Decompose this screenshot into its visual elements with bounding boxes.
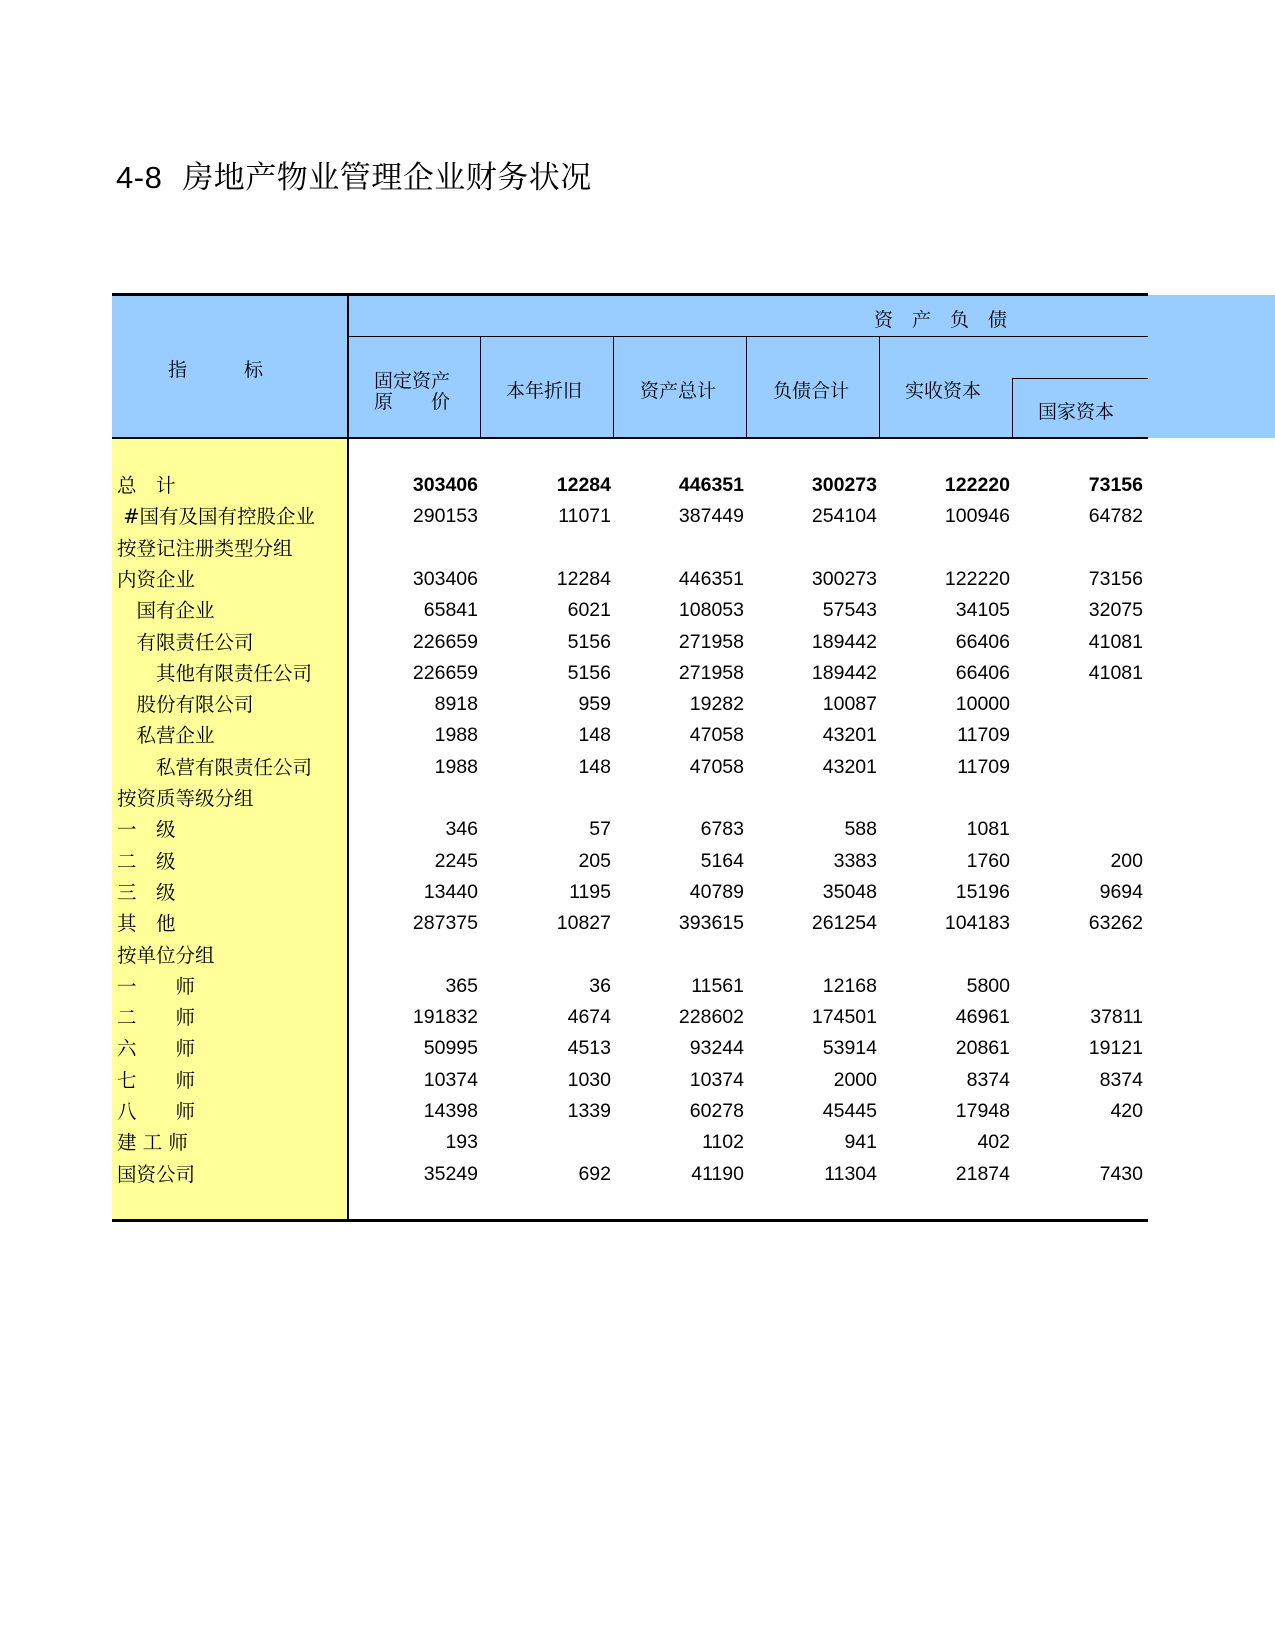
cell-value: 1760 (966, 849, 1010, 872)
table-row (112, 783, 1148, 814)
cell-value: 65841 (423, 599, 478, 622)
cell-value: 19282 (689, 693, 744, 716)
cell-value: 5164 (700, 849, 744, 872)
group-divider (348, 336, 1148, 337)
cell-value: 303406 (412, 567, 478, 590)
header-indicator: 指 标 (168, 359, 264, 381)
cell-value: 20861 (955, 1037, 1010, 1060)
cell-value: 5800 (966, 974, 1010, 997)
cell-value: 12168 (822, 974, 877, 997)
cell-value (491, 533, 611, 564)
cell-value: 189442 (811, 661, 877, 684)
cell-value: 21874 (955, 1162, 1010, 1185)
cell-value (1023, 940, 1143, 971)
cell-value: 446351 (678, 567, 744, 590)
cell-value: 57543 (822, 599, 877, 622)
row-label: 二 级 (117, 849, 176, 873)
cell-value: 1081 (966, 818, 1010, 841)
cell-value: 11709 (957, 724, 1010, 747)
cell-value: 228602 (678, 1006, 744, 1029)
cell-value: 17948 (955, 1100, 1010, 1122)
cell-value: 290153 (412, 505, 478, 528)
cell-value (1023, 752, 1143, 783)
cell-value (624, 940, 744, 971)
cell-value: 34105 (955, 599, 1010, 622)
cell-value: 6021 (567, 599, 611, 622)
table-row (112, 720, 1148, 751)
cell-value (1023, 1127, 1143, 1158)
row-label: #国有及国有控股企业 (117, 505, 316, 529)
cell-value: 57 (589, 818, 611, 841)
cell-value: 41190 (691, 1162, 744, 1185)
row-label: 其 他 (117, 912, 176, 936)
cell-value: 226659 (412, 661, 478, 684)
cell-value: 47058 (689, 724, 744, 747)
cell-value: 41081 (1088, 661, 1143, 684)
cell-value: 226659 (412, 630, 478, 653)
header-total-liabilities: 负债合计 (773, 380, 850, 402)
cell-value: 387449 (678, 505, 744, 528)
cell-value: 35048 (822, 880, 877, 903)
cell-value: 1988 (434, 755, 478, 778)
cell-value: 10000 (955, 693, 1010, 716)
cell-value (1023, 971, 1143, 1002)
table-row (112, 814, 1148, 845)
cell-value (890, 533, 1010, 564)
row-label: 一 级 (117, 818, 176, 842)
table-row (112, 627, 1148, 658)
row-label: 国有企业 (117, 599, 215, 623)
cell-value (358, 783, 478, 814)
table-row (112, 1096, 1148, 1127)
cell-value: 45445 (822, 1100, 877, 1122)
header-paid-in-capital: 实收资本 (905, 380, 982, 402)
cell-value: 1102 (702, 1131, 744, 1154)
cell-value: 692 (578, 1162, 611, 1185)
cell-value (491, 940, 611, 971)
cell-value: 174501 (811, 1006, 877, 1029)
cell-value: 8374 (966, 1068, 1010, 1091)
cell-value (757, 783, 877, 814)
subcol-divider (1013, 378, 1148, 379)
header-total-assets: 资产总计 (640, 380, 717, 402)
cell-value: 8918 (434, 693, 478, 716)
cell-value: 148 (578, 755, 611, 778)
cell-value: 11304 (824, 1162, 877, 1185)
row-label: 三 级 (117, 880, 176, 904)
row-label: 其他有限责任公司 (117, 661, 313, 685)
cell-value: 402 (977, 1131, 1010, 1154)
cell-value: 11709 (957, 755, 1010, 778)
cell-value: 60278 (689, 1100, 744, 1122)
cell-value: 43201 (822, 724, 877, 747)
cell-value: 287375 (412, 912, 478, 935)
table-row (112, 689, 1148, 720)
cell-value: 108053 (678, 599, 744, 622)
cell-value: 8374 (1099, 1068, 1143, 1091)
cell-value (1023, 689, 1143, 720)
cell-value (1023, 533, 1143, 564)
cell-value: 46961 (955, 1006, 1010, 1029)
cell-value: 41081 (1088, 630, 1143, 653)
col-divider-1 (480, 337, 481, 438)
cell-value: 271958 (678, 661, 744, 684)
header-state-capital: 国家资本 (1038, 401, 1115, 423)
header-bottom-border (112, 437, 1148, 439)
cell-value: 9694 (1099, 880, 1143, 903)
cell-value: 19121 (1088, 1037, 1143, 1060)
row-label: 建 工 师 (117, 1131, 188, 1155)
cell-value: 191832 (412, 1006, 478, 1029)
row-label: 内资企业 (117, 567, 196, 591)
cell-value: 73156 (1088, 567, 1143, 590)
table-row (112, 752, 1148, 783)
row-label: 私营有限责任公司 (117, 755, 313, 779)
cell-value: 300273 (811, 567, 877, 590)
table-row (112, 564, 1148, 595)
table-row (112, 1127, 1148, 1158)
cell-value: 73156 (1088, 474, 1143, 496)
cell-value: 420 (1110, 1100, 1143, 1122)
col-divider-5 (1012, 378, 1013, 438)
cell-value: 100946 (944, 505, 1010, 528)
table-row (112, 470, 1148, 501)
cell-value: 122220 (944, 567, 1010, 590)
cell-value: 271958 (678, 630, 744, 653)
cell-value (1023, 814, 1143, 845)
header-group-assets-liabilities: 资 产 负 债 (874, 309, 1008, 331)
cell-value: 300273 (811, 474, 877, 496)
cell-value: 11071 (558, 505, 611, 528)
row-label: 七 师 (117, 1068, 196, 1092)
row-label: 国资公司 (117, 1162, 196, 1186)
cell-value: 1988 (434, 724, 478, 747)
table-row (112, 1002, 1148, 1033)
cell-value: 2000 (833, 1068, 877, 1091)
cell-value: 10087 (822, 693, 877, 716)
row-label: 有限责任公司 (117, 630, 254, 654)
cell-value (890, 783, 1010, 814)
cell-value (358, 533, 478, 564)
cell-value (624, 783, 744, 814)
table-row (112, 877, 1148, 908)
cell-value: 12284 (556, 567, 611, 590)
cell-value: 10374 (423, 1068, 478, 1091)
cell-value: 189442 (811, 630, 877, 653)
cell-value: 303406 (412, 474, 478, 496)
row-label: 按单位分组 (117, 943, 215, 967)
table-row (112, 1065, 1148, 1096)
cell-value: 588 (844, 818, 877, 841)
cell-value: 365 (445, 974, 478, 997)
table-top-border (112, 293, 1148, 296)
row-label: 八 师 (117, 1100, 196, 1123)
cell-value: 1030 (567, 1068, 611, 1091)
table-row (112, 533, 1148, 564)
cell-value: 104183 (944, 912, 1010, 935)
cell-value: 53914 (822, 1037, 877, 1060)
cell-value: 13440 (423, 880, 478, 903)
cell-value: 10374 (689, 1068, 744, 1091)
row-label: 按登记注册类型分组 (117, 536, 293, 560)
cell-value: 66406 (955, 661, 1010, 684)
cell-value: 346 (445, 818, 478, 841)
col-divider-4 (879, 337, 880, 438)
cell-value (491, 1127, 611, 1158)
table-row (112, 658, 1148, 689)
header-fixed-assets-line2: 原 价 (374, 391, 451, 413)
cell-value: 446351 (678, 474, 744, 496)
col-divider-2 (613, 337, 614, 438)
table-row (112, 908, 1148, 939)
row-label: 一 师 (117, 974, 196, 998)
cell-value: 4513 (567, 1037, 611, 1060)
cell-value: 3383 (833, 849, 877, 872)
cell-value: 14398 (423, 1100, 478, 1122)
row-label: 二 师 (117, 1006, 196, 1030)
cell-value: 37811 (1090, 1006, 1143, 1029)
cell-value (757, 533, 877, 564)
cell-value (358, 940, 478, 971)
cell-value: 93244 (689, 1037, 744, 1060)
cell-value: 15196 (955, 880, 1010, 903)
cell-value (890, 940, 1010, 971)
row-label: 总 计 (117, 474, 176, 497)
cell-value: 40789 (689, 880, 744, 903)
row-label: 按资质等级分组 (117, 787, 254, 810)
cell-value: 122220 (944, 474, 1010, 496)
table-row (112, 501, 1148, 532)
cell-value: 5156 (567, 661, 611, 684)
row-label: 六 师 (117, 1037, 196, 1061)
table-row (112, 595, 1148, 626)
row-label: 股份有限公司 (117, 693, 254, 717)
cell-value: 4674 (567, 1006, 611, 1029)
cell-value: 393615 (678, 912, 744, 935)
header-fixed-assets-line1: 固定资产 (374, 370, 451, 392)
cell-value: 959 (578, 693, 611, 716)
page-title (116, 152, 592, 197)
cell-value: 941 (844, 1131, 877, 1154)
cell-value: 50995 (423, 1037, 478, 1060)
row-label: 私营企业 (117, 724, 215, 748)
cell-value: 10827 (556, 912, 611, 935)
cell-value: 32075 (1088, 599, 1143, 622)
cell-value: 261254 (811, 912, 877, 935)
cell-value (1023, 720, 1143, 751)
cell-value: 254104 (811, 505, 877, 528)
cell-value: 43201 (822, 755, 877, 778)
table-row (112, 971, 1148, 1002)
cell-value: 64782 (1088, 505, 1143, 528)
table-row (112, 1159, 1148, 1190)
cell-value (491, 783, 611, 814)
cell-value: 1195 (569, 880, 611, 903)
cell-value: 66406 (955, 630, 1010, 653)
cell-value: 6783 (700, 818, 744, 841)
cell-value: 5156 (567, 630, 611, 653)
cell-value: 63262 (1088, 912, 1143, 935)
cell-value: 2245 (434, 849, 478, 872)
cell-value: 11561 (691, 974, 744, 997)
table-row (112, 940, 1148, 971)
cell-value: 200 (1110, 849, 1143, 872)
cell-value: 1339 (567, 1100, 611, 1122)
table-number: 4-8 (116, 160, 163, 195)
table-bottom-border (112, 1219, 1148, 1222)
cell-value (624, 533, 744, 564)
cell-value: 205 (578, 849, 611, 872)
cell-value: 47058 (689, 755, 744, 778)
header-depreciation: 本年折旧 (506, 380, 583, 402)
table-row (112, 1033, 1148, 1064)
cell-value (1023, 783, 1143, 814)
cell-value: 12284 (556, 474, 611, 496)
cell-value: 7430 (1099, 1162, 1143, 1185)
cell-value (757, 940, 877, 971)
table-row (112, 846, 1148, 877)
cell-value: 36 (589, 974, 611, 997)
cell-value: 35249 (423, 1162, 478, 1185)
table-title: 房地产物业管理企业财务状况 (182, 160, 592, 196)
cell-value: 193 (445, 1131, 478, 1154)
cell-value: 148 (578, 724, 611, 747)
col-divider-3 (746, 337, 747, 438)
